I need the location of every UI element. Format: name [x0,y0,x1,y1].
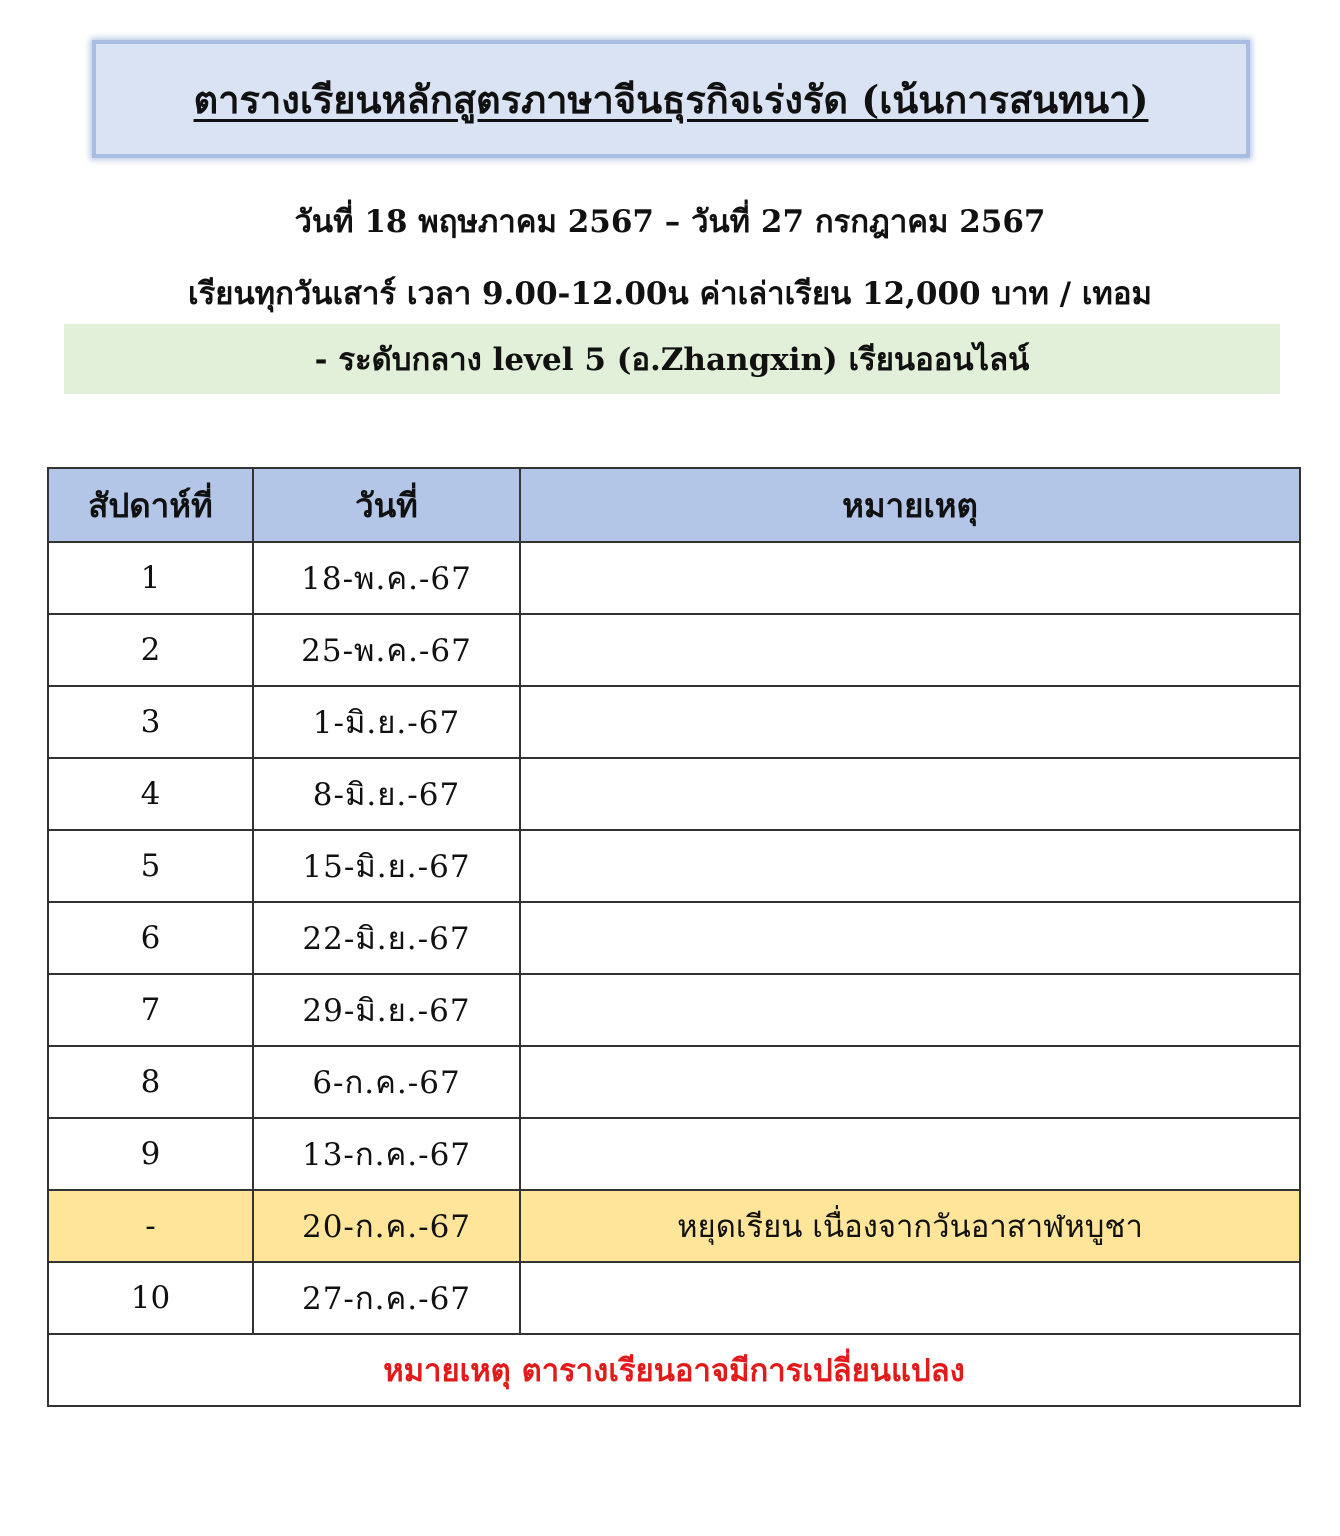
header-week: สัปดาห์ที่ [48,468,253,542]
date-cell: 6-ก.ค.-67 [253,1046,520,1118]
table-row [48,1118,1300,1190]
week-cell: 8 [48,1046,253,1118]
week-cell: 7 [48,974,253,1046]
header-note: หมายเหตุ [520,468,1300,542]
week-cell: - [48,1190,253,1262]
table-row [48,686,1300,758]
date-cell: 20-ก.ค.-67 [253,1190,520,1262]
date-cell: 27-ก.ค.-67 [253,1262,520,1334]
week-cell: 2 [48,614,253,686]
date-cell: 25-พ.ค.-67 [253,614,520,686]
note-cell [520,830,1300,902]
date-cell: 15-มิ.ย.-67 [253,830,520,902]
holiday-note-cell: หยุดเรียน เนื่องจากวันอาสาฬหบูชา [520,1190,1300,1262]
table-row [48,542,1300,614]
table-row [48,1046,1300,1118]
note-cell [520,1262,1300,1334]
note-cell [520,758,1300,830]
footer-row [48,1334,1300,1406]
date-cell: 1-มิ.ย.-67 [253,686,520,758]
table-row [48,1262,1300,1334]
table-row [48,902,1300,974]
note-cell [520,614,1300,686]
note-cell [520,542,1300,614]
title-box [92,40,1250,158]
level-text: - ระดับกลาง level 5 (อ.Zhangxin) เรียนออนไลน์ [314,342,1030,378]
table-row [48,614,1300,686]
week-cell: 6 [48,902,253,974]
holiday-row [48,1190,1300,1262]
date-cell: 13-ก.ค.-67 [253,1118,520,1190]
week-cell: 1 [48,542,253,614]
header-date: วันที่ [253,468,520,542]
week-cell: 5 [48,830,253,902]
table-header-row [48,468,1300,542]
week-cell: 3 [48,686,253,758]
date-range: วันที่ 18 พฤษภาคม 2567 – วันที่ 27 กรกฎาคม 2567 [294,204,1046,240]
week-cell: 9 [48,1118,253,1190]
table-row [48,974,1300,1046]
table-row [48,758,1300,830]
date-cell: 18-พ.ค.-67 [253,542,520,614]
level-bar [64,324,1280,394]
study-info: เรียนทุกวันเสาร์ เวลา 9.00-12.00น ค่าเล่าเรียน 12,000 บาท / เทอม [188,276,1152,312]
date-cell: 22-มิ.ย.-67 [253,902,520,974]
schedule-table [47,467,1301,1407]
footer-note: หมายเหตุ ตารางเรียนอาจมีการเปลี่ยนแปลง [48,1334,1300,1406]
table-row [48,830,1300,902]
note-cell [520,1118,1300,1190]
week-cell: 4 [48,758,253,830]
page-title: ตารางเรียนหลักสูตรภาษาจีนธุรกิจเร่งรัด (เน้นการสนทนา) [193,76,1149,122]
week-cell: 10 [48,1262,253,1334]
date-cell: 8-มิ.ย.-67 [253,758,520,830]
note-cell [520,902,1300,974]
date-cell: 29-มิ.ย.-67 [253,974,520,1046]
note-cell [520,974,1300,1046]
note-cell [520,686,1300,758]
note-cell [520,1046,1300,1118]
